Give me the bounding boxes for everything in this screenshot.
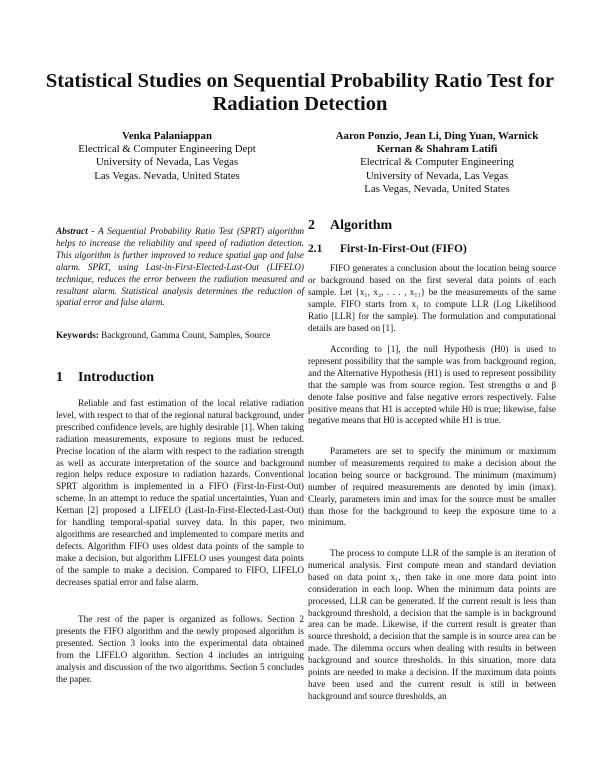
author-name: Venka Palaniappan	[122, 130, 212, 142]
keywords-text: Background, Gamma Count, Samples, Source	[101, 330, 271, 340]
section-heading-introduction	[56, 372, 154, 384]
abstract-label: Abstract -	[56, 226, 95, 236]
author-dept: Electrical & Computer Engineering Dept	[78, 143, 256, 156]
subsection-number: 2.1	[308, 243, 323, 255]
section-number: 2	[308, 218, 315, 233]
author-names-line-1: Aaron Ponzio, Jean Li, Ding Yuan, Warnick	[335, 130, 539, 142]
section-title: Algorithm	[330, 218, 393, 233]
section-heading-algorithm	[308, 220, 392, 232]
author-univ: University of Nevada, Las Vegas	[95, 156, 239, 169]
title-line-2: Radiation Detection	[212, 93, 388, 115]
section-number: 1	[56, 370, 63, 385]
fifo-paragraph-3: Parameters are set to specify the minimum or maximum number of measurements required to make a decision about the location being source or background. The minimum (maximum) number of required measurements are denoted by imin (imax). Clearly, parameters imin and imax for the source must be smaller than those for the background to keep the exposure time to a minimum.	[308, 446, 556, 528]
subsection-title: First-In-First-Out (FIFO)	[340, 243, 467, 255]
subsection-heading-fifo	[308, 244, 467, 256]
keywords	[56, 330, 304, 342]
author-names-line-2: Kernan & Shahram Latifi	[376, 143, 498, 156]
author-block-left	[62, 130, 272, 183]
fifo-paragraph-1: FIFO generates a conclusion about the location being source or background based on the first several data points of each sample. Let {x₁, x₂, . . . , x₁₁} be the measurements of the same sample. FIFO starts from x₁ to compute LLR (Log Likelihood Ratio [LLR] for the sample). The formulation and computational details are based on [1].	[308, 263, 556, 333]
intro-paragraph-2: The rest of the paper is organized as follows. Section 2 presents the FIFO algorithm and the newly proposed algorithm is presented. Section 3 looks into the experimental data obtained from the LIFELO algorithm. Section 4 includes an intriguing analysis and discussion of the two algorithms. Section 5 concludes the paper.	[56, 614, 304, 684]
author-city: Las Vegas, Nevada, United States	[364, 182, 510, 195]
author-block-right	[312, 130, 562, 196]
intro-paragraph-1: Reliable and fast estimation of the local relative radiation level, with respect to that of the regional natural background, under prescribed confidence levels, are highly desirable [1]. When taking radiation measurements, exposure to regions must be reduced. Precise location of the alarm with respect to the radiation strength as well as accurate interpretation of the source and background region helps reduce exposure to radiation hazards. Conventional SPRT algorithm is implemented in a FIFO (First-In-First-Out) scheme. In an attempt to reduce the spatial uncertainties, Yuan and Kernan [2] proposed a LIFELO (Last-In-First-Elected-Last-Out) for handling temporal-spatial survey data. In this paper, two algorithms are researched and implemented to compare merits and defects. Algorithm FIFO uses oldest data points of the sample to make a decision, but algorithm LIFELO uses youngest data points of the sample to make a decision. Compared to FIFO, LIFELO decreases spatial error and false alarm.	[56, 398, 304, 587]
fifo-paragraph-2: According to [1], the null Hypothesis (H0) is used to represent possibility that the sample was from background region, and the Alternative Hypothesis (H1) is used to represent possibility that the sample was from source region. Test strengths α and β denote false positive and false negative errors respectively. False positive means that H1 is accepted while H0 is true; likewise, false negative means that H0 is accepted while H1 is true.	[308, 344, 556, 426]
author-univ: University of Nevada, Las Vegas	[365, 169, 509, 182]
abstract-text: A Sequential Probability Ratio Test (SPRT) algorithm helps to increase the reliability and speed of radiation detection. This algorithm is further improved to reduce spatial gap and false alarm. SPRT, using Last-in-First-Elected-Last-Out (LIFELO) technique, reduces the error between the radiation measured and resultant alarm. Statistical analysis determines the reduction of spatial error and false alarm.	[56, 226, 304, 308]
section-title: Introduction	[78, 370, 154, 385]
title-line-1: Statistical Studies on Sequential Probability Ratio Test for	[45, 70, 555, 92]
author-city: Las Vegas. Nevada, United States	[94, 169, 240, 182]
fifo-paragraph-4: The process to compute LLR of the sample is an iteration of numerical analysis. First compute mean and standard deviation based on data point x₁, then take in one more data point into consideration in each loop. When the minimum data points are processed, LLR can be generated. If the current result is less than background threshold, a decision that the sample is in background area can be made. Likewise, if the current result is greater than source threshold, a decision that the sample is in source area can be made. The dilemma occurs when dealing with results in between background and source thresholds. In this situation, more data points are needed to make a decision. If the maximum data points have been used and the current result is still in between background and source thresholds, an	[308, 548, 556, 701]
paper-title	[40, 70, 560, 116]
author-dept: Electrical & Computer Engineering	[360, 156, 514, 169]
keywords-label: Keywords:	[56, 330, 99, 340]
abstract	[56, 226, 304, 309]
